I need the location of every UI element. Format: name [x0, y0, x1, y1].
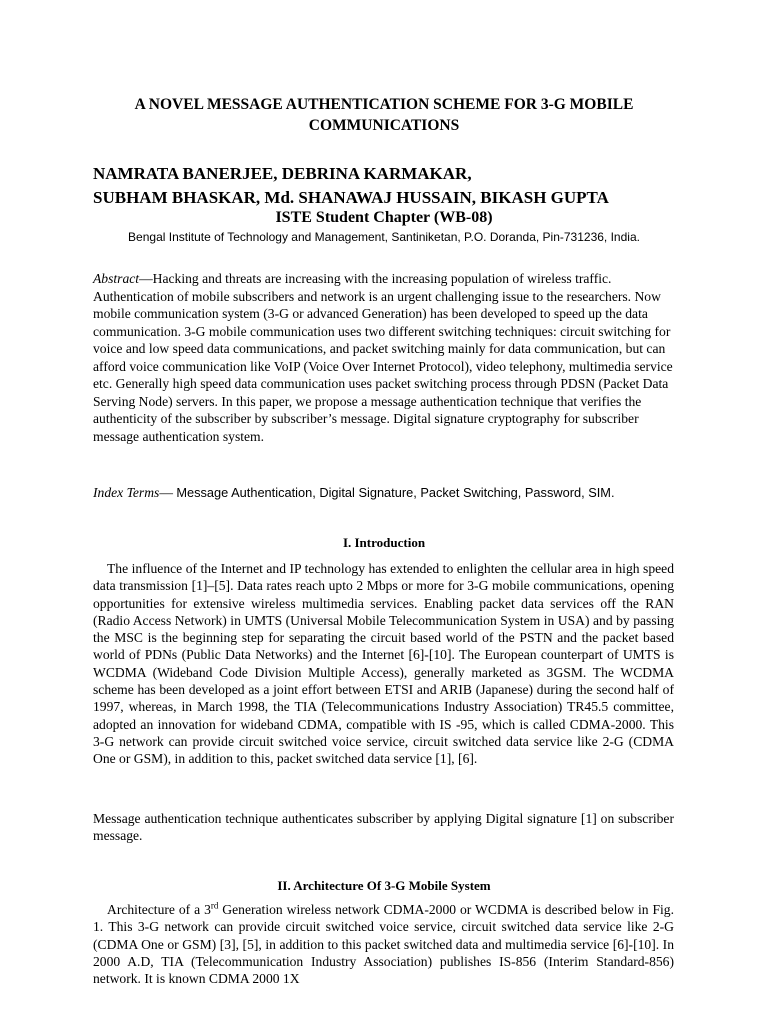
index-terms	[93, 484, 683, 502]
paper-title-line-2: COMMUNICATIONS	[308, 117, 460, 134]
paper-title-line-1: A NOVEL MESSAGE AUTHENTICATION SCHEME FOR 3-G MOBILE	[134, 96, 634, 113]
author-line-1: NAMRATA BANERJEE, DEBRINA KARMAKAR,	[93, 164, 472, 183]
architecture-paragraph-start: Architecture of a 3	[107, 902, 211, 917]
ordinal-superscript: rd	[210, 900, 219, 911]
introduction-paragraph: The influence of the Internet and IP technology has extended to enlighten the cellular area in high speed data transmission [1]–[5]. Data rates reach upto 2 Mbps or more for 3-G mobile communications, opening opportunities for extensive wireless multimedia services. Enabling packet data services off the RAN (Radio Access Network) in UMTS (Universal Mobile Telecommunication System in USA) and by passing the MSC is the beginning step for separating the circuit based world of the PSTN and the packet based world of PDNs (Public Data Networks) and the Internet [6]-[10]. The European counterpart of UMTS is WCDMA (Wideband Code Division Multiple Access), generally marketed as 3GSM. The WCDMA scheme has been developed as a joint effort between ETSI and ARIB (Japanese) during the second half of 1997, whereas, in March 1998, the TIA (Telecommunications Industry Association) TR45.5 committee, adopted an innovation for wideband CDMA, compatible with IS -95, which is called CDMA-2000. This 3-G network can provide circuit switched voice service, circuit switched data service like 2-G (CDMA One or GSM), in addition to this, packet switched data service [1], [6].	[93, 561, 674, 767]
paper-title	[60, 94, 708, 136]
index-terms-label: Index Terms	[93, 485, 160, 500]
index-terms-dash: —	[159, 485, 177, 500]
author-line-2: SUBHAM BHASKAR, Md. SHANAWAJ HUSSAIN, BIKASH GUPTA	[93, 188, 609, 207]
index-terms-text: Message Authentication, Digital Signature, Packet Switching, Password, SIM.	[176, 485, 615, 500]
affiliation: Bengal Institute of Technology and Management, Santiniketan, P.O. Doranda, Pin-731236, India.	[128, 230, 640, 244]
author-list	[93, 162, 609, 210]
abstract-label: Abstract	[93, 271, 140, 286]
section-heading-introduction: I. Introduction	[342, 535, 426, 550]
abstract-dash: —	[139, 271, 153, 286]
section-heading-architecture: II. Architecture Of 3-G Mobile System	[277, 878, 491, 893]
architecture-paragraph	[93, 901, 674, 987]
chapter-name: ISTE Student Chapter (WB-08)	[275, 209, 493, 226]
abstract-text: Hacking and threats are increasing with the increasing population of wireless traffic. Authentication of mobile subscribers and network is an urgent challenging issue to the researchers. Now mobile communication system (3-G or advanced Generation) has been developed to speed up the data communication. 3-G mobile communication uses two different switching techniques: circuit switching for voice and low speed data communications, and packet switching mainly for data communication, but can afford voice communication like VoIP (Voice Over Internet Protocol), video telephony, multimedia service etc. Generally high speed data communication uses packet switching process through PDSN (Packet Data Serving Node) servers. In this paper, we propose a message authentication technique that verifies the authenticity of the subscriber by subscriber’s message. Digital signature cryptography for subscriber message authentication system.	[93, 271, 673, 444]
abstract	[93, 270, 673, 445]
introduction-paragraph-2: Message authentication technique authenticates subscriber by applying Digital signature [1] on subscriber message.	[93, 811, 674, 844]
architecture-paragraph-rest: Generation wireless network CDMA-2000 or WCDMA is described below in Fig. 1. This 3-G network can provide circuit switched voice service, circuit switched data service like 2-G (CDMA One or GSM) [3], [5], in addition to this packet switched data and multimedia service [6]-[10]. In 2000 A.D, TIA (Telecommunication Industry Association) publishes IS-856 (Interim Standard-856) network. It is known CDMA 2000 1X	[93, 902, 674, 987]
